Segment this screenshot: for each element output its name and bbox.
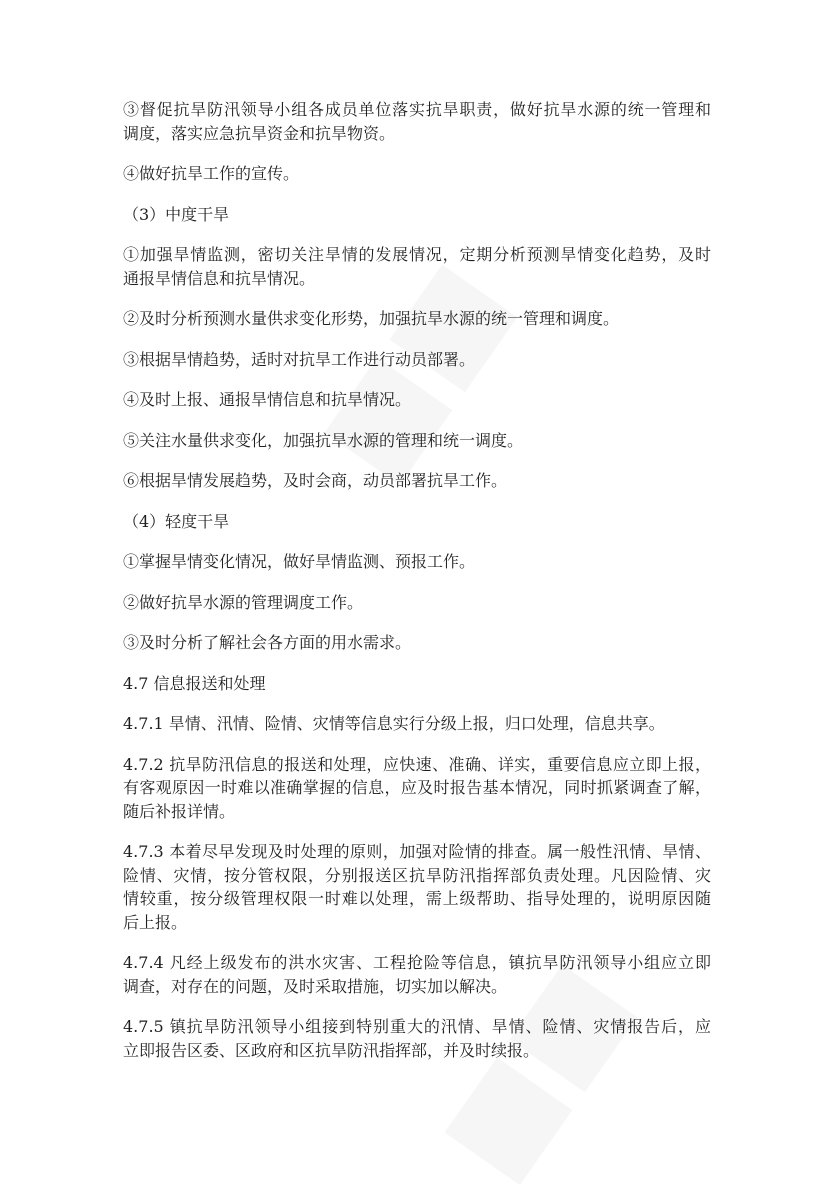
text-line: ④及时上报、通报旱情信息和抗旱情况。	[123, 390, 412, 409]
text-line: 4.7.4 凡经上级发布的洪水灾害、工程抢险等信息，镇抗旱防汛领导小组应立即	[123, 953, 711, 972]
paragraph	[123, 840, 711, 934]
text-line: 通报旱情信息和抗旱情况。	[123, 268, 316, 288]
paragraph	[123, 162, 711, 186]
text-line: 4.7.5 镇抗旱防汛领导小组接到特别重大的汛情、旱情、险情、灾情报告后，应	[123, 1017, 711, 1036]
paragraph	[123, 550, 711, 574]
text-line: 4.7.3 本着尽早发现及时处理的原则，加强对险情的排查。属一般性汛情、旱情、	[123, 842, 711, 861]
text-line: （3）中度干旱	[123, 204, 230, 224]
paragraph	[123, 951, 711, 998]
text-line: ⑥根据旱情发展趋势，及时会商，动员部署抗旱工作。	[123, 471, 508, 490]
text-line: 情较重，按分级管理权限一时难以处理，需上级帮助、指导处理的，说明原因随	[123, 889, 711, 908]
text-line: ①加强旱情监测，密切关注旱情的发展情况，定期分析预测旱情变化趋势，及时	[123, 245, 711, 264]
text-line: 随后补报详情。	[123, 801, 236, 821]
paragraph	[123, 348, 711, 372]
paragraph	[123, 1015, 711, 1062]
text-line: ⑤关注水量供求变化，加强抗旱水源的管理和统一调度。	[123, 430, 524, 450]
text-line: 调度，落实应急抗旱资金和抗旱物资。	[123, 123, 396, 143]
text-line: ④做好抗旱工作的宣传。	[123, 164, 300, 183]
document-body	[123, 98, 711, 1079]
text-line: ③根据旱情趋势，适时对抗旱工作进行动员部署。	[123, 349, 476, 369]
paragraph	[123, 469, 711, 493]
text-line: 调查，对存在的问题，及时采取措施，切实加以解决。	[123, 976, 508, 996]
text-line: 4.7.2 抗旱防汛信息的报送和处理，应快速、准确、详实，重要信息应立即上报，	[123, 754, 711, 774]
text-line: 后上报。	[123, 912, 188, 932]
paragraph	[123, 429, 711, 453]
paragraph	[123, 631, 711, 655]
paragraph	[123, 510, 711, 534]
text-line: 4.7.1 旱情、汛情、险情、灾情等信息实行分级上报，归口处理，信息共享。	[123, 714, 665, 733]
paragraph	[123, 243, 711, 290]
paragraph	[123, 307, 711, 331]
text-line: ③督促抗旱防汛领导小组各成员单位落实抗旱职责，做好抗旱水源的统一管理和	[123, 100, 711, 119]
text-line: 4.7 信息报送和处理	[123, 673, 266, 693]
text-line: 有客观原因一时难以准确掌握的信息，应及时报告基本情况，同时抓紧调查了解，	[123, 778, 711, 797]
paragraph	[123, 591, 711, 615]
text-line: 立即报告区委、区政府和区抗旱防汛指挥部，并及时续报。	[123, 1040, 540, 1060]
text-line: ③及时分析了解社会各方面的用水需求。	[123, 633, 412, 652]
text-line: 险情、灾情，按分管权限，分别报送区抗旱防汛指挥部负责处理。凡因险情、灾	[123, 865, 711, 885]
paragraph	[123, 203, 711, 227]
paragraph	[123, 388, 711, 412]
paragraph	[123, 753, 711, 824]
paragraph	[123, 672, 711, 696]
text-line: ②做好抗旱水源的管理调度工作。	[123, 592, 364, 612]
text-line: （4）轻度干旱	[123, 511, 230, 531]
paragraph	[123, 98, 711, 145]
paragraph	[123, 712, 711, 736]
text-line: ①掌握旱情变化情况，做好旱情监测、预报工作。	[123, 552, 476, 571]
text-line: ②及时分析预测水量供求变化形势，加强抗旱水源的统一管理和调度。	[123, 309, 620, 328]
